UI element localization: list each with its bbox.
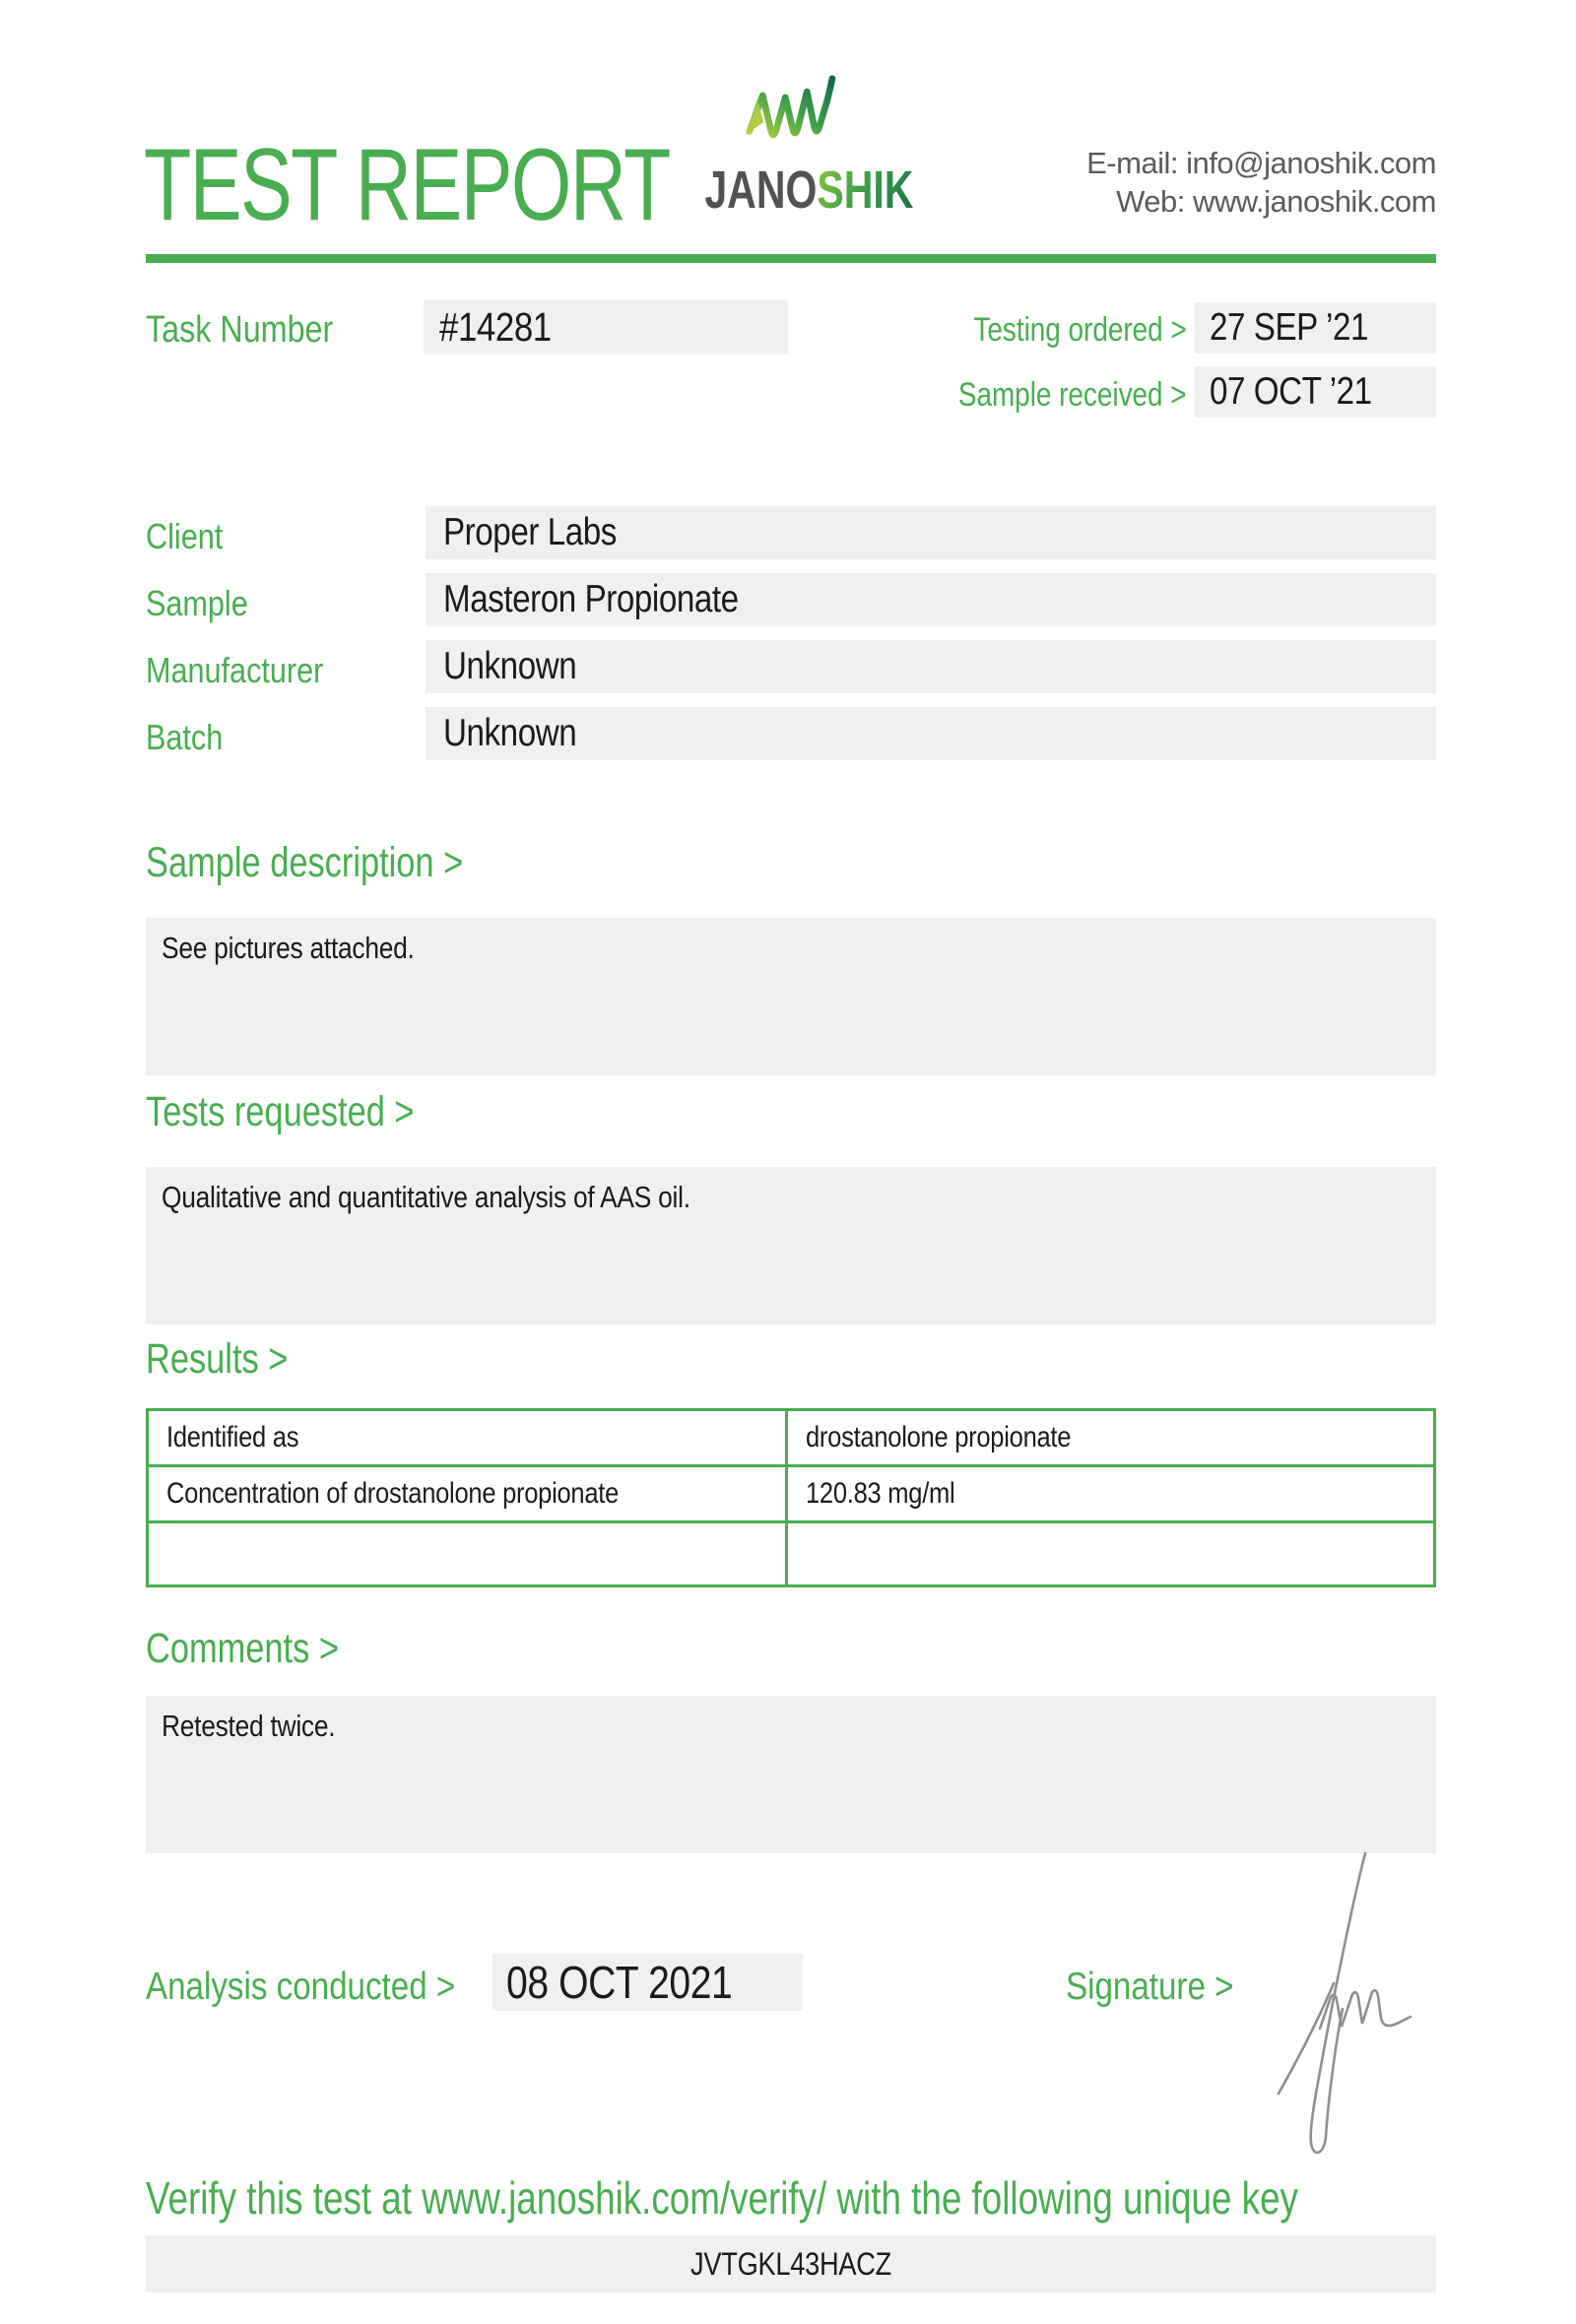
sample-description-heading: Sample description > <box>146 839 464 886</box>
task-number-value: #14281 <box>424 300 788 355</box>
brand-name-suffix: SHIK <box>817 161 914 220</box>
testing-ordered-date: 27 SEP ’21 <box>1195 302 1436 354</box>
tests-requested-heading: Tests requested > <box>146 1088 415 1135</box>
sample-label: Sample <box>146 583 248 623</box>
tests-requested-body: Qualitative and quantitative analysis of AAS oil. <box>146 1167 1436 1324</box>
result-value-cell: 120.83 mg/ml <box>806 1477 955 1510</box>
sample-value: Masteron Propionate <box>426 573 1436 626</box>
task-number-label: Task Number <box>146 309 334 351</box>
field-row-sample <box>146 573 1436 626</box>
contact-web: Web: www.janoshik.com <box>1116 184 1436 219</box>
manufacturer-value: Unknown <box>426 640 1436 693</box>
contact-info <box>1086 144 1436 221</box>
result-name-cell: Concentration of drostanolone propionate <box>149 1467 788 1520</box>
signature-scribble <box>1263 1840 1420 2174</box>
brand-name-prefix: JANO <box>704 161 818 220</box>
signature-label: Signature > <box>1066 1966 1234 2008</box>
analysis-conducted-label: Analysis conducted > <box>146 1966 456 2008</box>
batch-label: Batch <box>146 717 224 757</box>
batch-value: Unknown <box>426 707 1436 760</box>
result-name-cell: Identified as <box>149 1411 788 1464</box>
testing-ordered-label: Testing ordered > <box>973 311 1187 349</box>
page-title: TEST REPORT <box>144 128 670 242</box>
verify-key: JVTGKL43HACZ <box>146 2235 1436 2292</box>
results-table <box>146 1408 1436 1587</box>
header-divider <box>146 254 1436 263</box>
client-label: Client <box>146 516 224 556</box>
sample-received-label: Sample received > <box>958 376 1187 414</box>
analysis-conducted-date: 08 OCT 2021 <box>492 1954 803 2011</box>
manufacturer-label: Manufacturer <box>146 650 324 690</box>
sample-received-date: 07 OCT ’21 <box>1195 366 1436 418</box>
result-name-cell <box>149 1523 788 1584</box>
field-row-manufacturer <box>146 640 1436 693</box>
results-table-row <box>149 1411 1433 1467</box>
bar-chart-trend-icon <box>743 73 837 158</box>
result-value-cell: drostanolone propionate <box>806 1421 1072 1453</box>
brand-name <box>704 161 914 220</box>
field-row-client <box>146 506 1436 559</box>
result-value-cell <box>788 1523 1433 1584</box>
results-heading: Results > <box>146 1335 289 1383</box>
comments-body: Retested twice. <box>146 1696 1436 1853</box>
sample-info-fields <box>146 506 1436 774</box>
results-table-row <box>149 1467 1433 1523</box>
brand-logo <box>678 73 914 220</box>
client-value: Proper Labs <box>426 506 1436 559</box>
contact-email: E-mail: info@janoshik.com <box>1086 146 1436 180</box>
verify-heading: Verify this test at www.janoshik.com/verify/ with the following unique key <box>146 2172 1298 2224</box>
comments-heading: Comments > <box>146 1625 339 1672</box>
results-table-row <box>149 1523 1433 1584</box>
field-row-batch <box>146 707 1436 760</box>
sample-description-body: See pictures attached. <box>146 918 1436 1075</box>
